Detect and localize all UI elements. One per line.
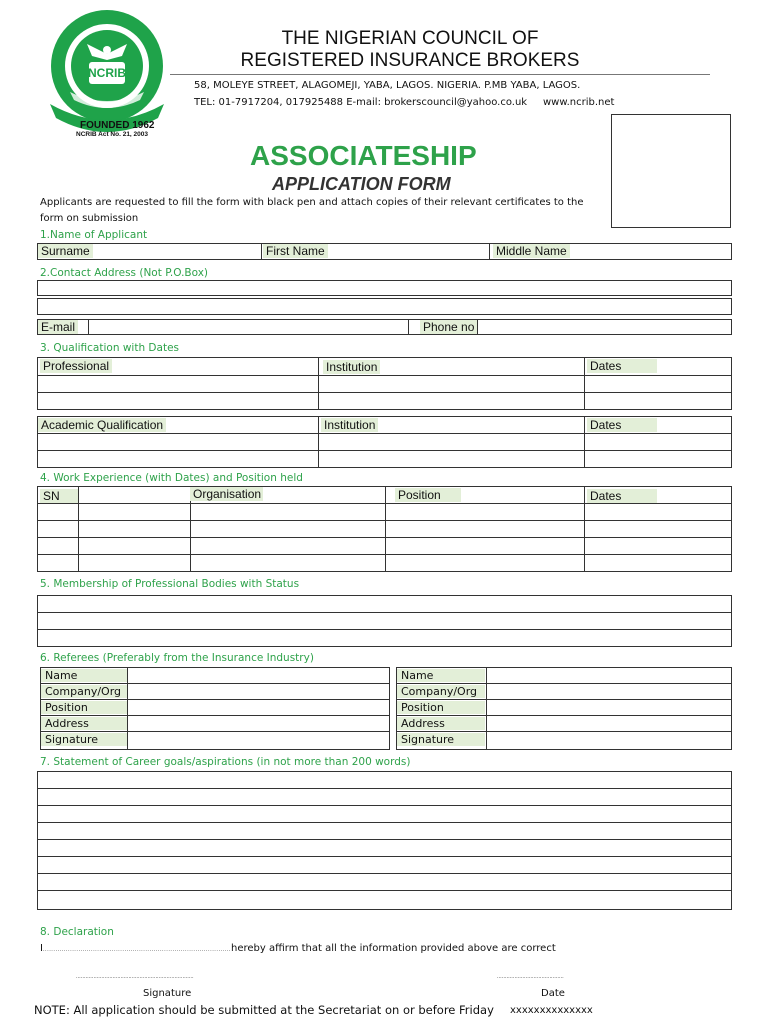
career-line-6 <box>37 873 732 874</box>
work-col-4 <box>584 486 585 572</box>
ref1-line-1 <box>40 683 390 684</box>
referee-2-signature-label: Signature <box>397 733 485 746</box>
referee-1-signature-label: Signature <box>41 733 127 746</box>
declaration-line <box>40 943 556 954</box>
section-membership: 5. Membership of Professional Bodies with Status <box>40 578 300 590</box>
section-contact-address: 2.Contact Address (Not P.O.Box) <box>40 267 209 279</box>
ref1-line-3 <box>40 715 390 716</box>
date-blank[interactable]: .......................................... <box>497 974 564 980</box>
career-line-4 <box>37 839 732 840</box>
institution-label-2: Institution <box>321 418 378 432</box>
date-label: Date <box>541 988 565 999</box>
member-row-line-1 <box>37 612 732 613</box>
career-line-1 <box>37 788 732 789</box>
prof-row-line-1 <box>37 375 732 376</box>
first-name-label: First Name <box>263 244 328 258</box>
ref2-line-4 <box>396 731 732 732</box>
deadline-date: xxxxxxxxxxxxxx <box>510 1005 593 1016</box>
middle-name-label: Middle Name <box>493 244 570 258</box>
address-line-1[interactable] <box>37 280 732 296</box>
phone-label: Phone no <box>420 320 477 334</box>
referee-2-position-label: Position <box>397 701 485 714</box>
prof-row-line-2 <box>37 392 732 393</box>
ref2-line-2 <box>396 699 732 700</box>
organisation-label: Organisation <box>190 487 263 501</box>
referee-2-divider <box>486 667 487 750</box>
email-label: E-mail <box>38 320 78 334</box>
academic-label: Academic Qualification <box>38 418 166 432</box>
referee-1-address-label: Address <box>41 717 127 730</box>
submission-note: NOTE: All application should be submitted at the Secretariat on or before Friday <box>34 1003 494 1017</box>
founded-text: FOUNDED 1962 <box>80 120 155 131</box>
intro-line1: Applicants are requested to fill the form with black pen and attach copies of their relevant certificates to the <box>40 197 584 208</box>
acad-col-1 <box>318 416 319 468</box>
institution-label-1: Institution <box>323 360 380 374</box>
career-line-2 <box>37 805 732 806</box>
prof-col-2 <box>584 357 585 410</box>
referee-2-company-label: Company/Org <box>397 685 485 698</box>
org-address: 58, MOLEYE STREET, ALAGOMEJI, YABA, LAGOS. NIGERIA. P.MB YABA, LAGOS. <box>194 80 581 91</box>
email-phone-row[interactable] <box>37 319 732 335</box>
referee-2-name-label: Name <box>397 669 485 682</box>
sn-label: SN <box>40 489 78 503</box>
logo-center-text: NCRIB <box>88 66 126 80</box>
prof-col-1 <box>318 357 319 410</box>
referee-1-divider <box>127 667 128 750</box>
form-title: ASSOCIATESHIP <box>250 140 477 171</box>
career-line-3 <box>37 822 732 823</box>
declaration-start: I <box>40 943 43 954</box>
ref1-line-4 <box>40 731 390 732</box>
name-divider-2 <box>489 243 490 260</box>
name-row[interactable] <box>37 243 732 260</box>
acad-row-line-1 <box>37 433 732 434</box>
work-dates-label: Dates <box>587 489 657 503</box>
work-col-1 <box>78 486 79 572</box>
phone-divider-right <box>477 319 478 335</box>
intro-line2: form on submission <box>40 213 139 224</box>
surname-label: Surname <box>38 244 93 258</box>
membership-table[interactable] <box>37 595 732 647</box>
section-name-of-applicant: 1.Name of Applicant <box>40 229 148 241</box>
ref2-line-1 <box>396 683 732 684</box>
referee-1-company-label: Company/Org <box>41 685 127 698</box>
professional-label: Professional <box>40 359 112 373</box>
section-declaration: 8. Declaration <box>40 926 114 938</box>
header-rule <box>170 74 710 75</box>
dates-label-2: Dates <box>587 418 657 432</box>
declaration-end: hereby affirm that all the information provided above are correct <box>231 943 556 954</box>
section-referees: 6. Referees (Preferably from the Insurance Industry) <box>40 652 314 664</box>
referee-2-address-label: Address <box>397 717 485 730</box>
act-text: NCRIB Act No. 21, 2003 <box>76 131 149 138</box>
signature-blank[interactable]: .......................................................................... <box>76 974 194 980</box>
dates-label-1: Dates <box>587 359 657 373</box>
email-divider <box>88 319 89 335</box>
work-col-3 <box>385 486 386 572</box>
position-label: Position <box>395 488 461 502</box>
form-subtitle: APPLICATION FORM <box>272 174 451 194</box>
declaration-name-blank[interactable]: .......................................................................................... <box>42 947 231 953</box>
org-name-line2: REGISTERED INSURANCE BROKERS <box>240 50 580 71</box>
section-qualification: 3. Qualification with Dates <box>40 342 179 354</box>
referee-1-position-label: Position <box>41 701 127 714</box>
signature-label: Signature <box>143 988 192 999</box>
career-line-7 <box>37 890 732 891</box>
section-career-goals: 7. Statement of Career goals/aspirations (in not more than 200 words) <box>40 756 411 768</box>
org-contact: TEL: 01-7917204, 017925488 E-mail: brokerscouncil@yahoo.co.uk www.ncrib.net <box>194 97 615 108</box>
address-line-2[interactable] <box>37 298 732 315</box>
career-line-5 <box>37 856 732 857</box>
acad-row-line-2 <box>37 450 732 451</box>
ref2-line-3 <box>396 715 732 716</box>
acad-col-2 <box>584 416 585 468</box>
phone-divider-left <box>408 319 409 335</box>
member-row-line-2 <box>37 629 732 630</box>
passport-photo-box[interactable] <box>611 114 731 228</box>
org-name-line1: THE NIGERIAN COUNCIL OF <box>281 28 539 49</box>
referee-1-name-label: Name <box>41 669 127 682</box>
name-divider-1 <box>261 243 262 260</box>
section-work-experience: 4. Work Experience (with Dates) and Position held <box>40 472 303 484</box>
ref1-line-2 <box>40 699 390 700</box>
